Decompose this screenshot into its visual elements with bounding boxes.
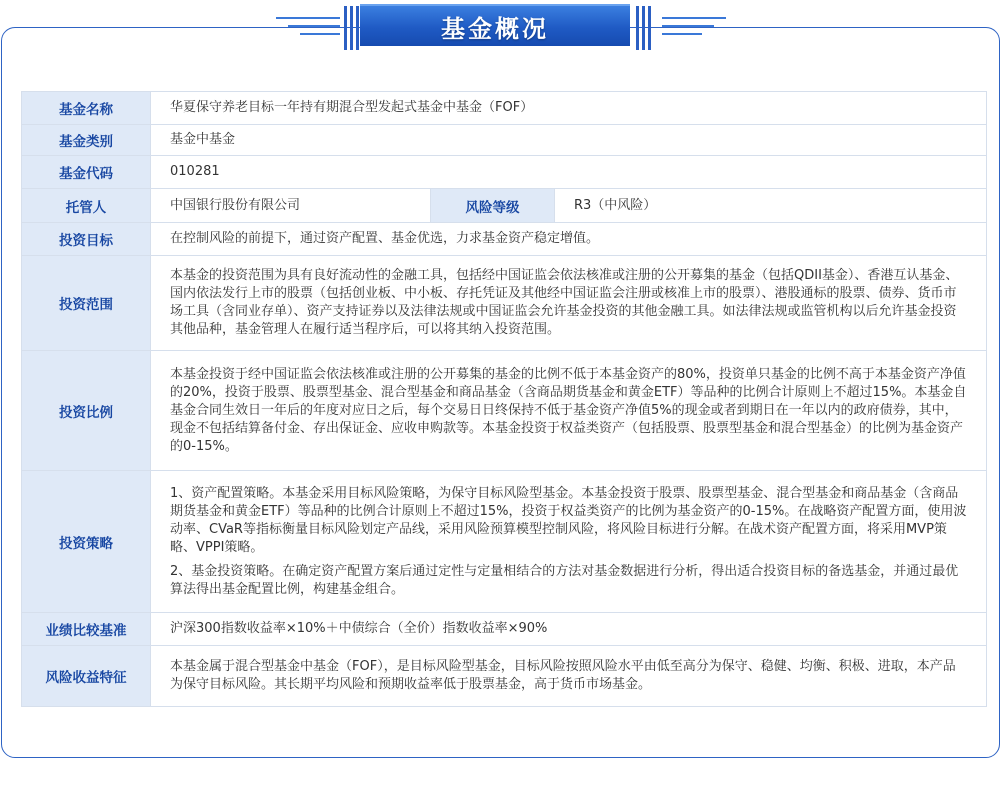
objective-value: 在控制风险的前提下，通过资产配置、基金优选，力求基金资产稳定增值。 xyxy=(151,223,987,256)
row-fund-name xyxy=(22,92,987,125)
section-title: 基金概况 xyxy=(441,14,549,43)
banner-right-lines xyxy=(662,17,726,35)
banner-left-lines xyxy=(276,17,340,35)
custodian-label: 托管人 xyxy=(22,189,151,223)
scope-label: 投资范围 xyxy=(22,256,151,351)
row-scope xyxy=(22,256,987,351)
row-risk-return xyxy=(22,646,987,707)
fund-type-value: 基金中基金 xyxy=(151,125,987,156)
custodian-value: 中国银行股份有限公司 xyxy=(151,189,431,223)
strategy-paragraph-1: 1、资产配置策略。本基金采用目标风险策略，为保守目标风险型基金。本基金投资于股票、股票型基金、混合型基金和商品基金（含商品期货基金和黄金ETF）等品种的比例合计原则上不超过15%，投资于权益类资产的比例为基金资产的0-15%。在战略资产配置方面，使用波动率、CVaR等指标衡量目标风险划定产品线，采用风险预算模型控制风险，将风险目标进行分解。在战术资产配置方面，将采用MVP策略、VPPI策略。 xyxy=(170,485,967,555)
ratio-label: 投资比例 xyxy=(22,351,151,471)
row-ratio xyxy=(22,351,987,471)
objective-label: 投资目标 xyxy=(22,223,151,256)
row-custodian xyxy=(22,189,987,223)
row-objective xyxy=(22,223,987,256)
section-banner xyxy=(276,0,726,52)
row-fund-type xyxy=(22,125,987,156)
section-title-box xyxy=(360,4,630,46)
fund-code-label: 基金代码 xyxy=(22,156,151,189)
fund-name-label: 基金名称 xyxy=(22,92,151,125)
row-strategy xyxy=(22,471,987,613)
benchmark-label: 业绩比较基准 xyxy=(22,613,151,646)
fund-overview-table xyxy=(21,91,987,707)
ratio-value: 本基金投资于经中国证监会依法核准或注册的公开募集的基金的比例不低于本基金资产的80%，投资单只基金的比例不高于本基金资产净值的20%，投资于股票、股票型基金、混合型基金和商品基金（含商品期货基金和黄金ETF）等品种的比例合计原则上不超过15%。本基金自基金合同生效日一年后的年度对应日之后，每个交易日日终保持不低于基金资产净值5%的现金或者到期日在一年以内的政府债券，其中，现金不包括结算备付金、存出保证金、应收申购款等。本基金投资于权益类资产（包括股票、股票型基金和混合型基金）的比例为基金资产的0-15%。 xyxy=(151,351,987,471)
strategy-label: 投资策略 xyxy=(22,471,151,613)
benchmark-value: 沪深300指数收益率×10%＋中债综合（全价）指数收益率×90% xyxy=(151,613,987,646)
risk-return-label: 风险收益特征 xyxy=(22,646,151,707)
risk-level-label: 风险等级 xyxy=(431,189,555,223)
scope-value: 本基金的投资范围为具有良好流动性的金融工具，包括经中国证监会依法核准或注册的公开募集的基金（包括QDII基金）、香港互认基金、国内依法发行上市的股票（包括创业板、中小板、存托凭证及其他经中国证监会注册或核准上市的股票）、港股通标的股票、债券、货币市场工具（含同业存单）、资产支持证券以及法律法规或中国证监会允许基金投资的其他金融工具。如法律法规或监管机构以后允许基金投资其他品种，基金管理人在履行适当程序后，可以将其纳入投资范围。 xyxy=(151,256,987,351)
row-benchmark xyxy=(22,613,987,646)
strategy-paragraph-2: 2、基金投资策略。在确定资产配置方案后通过定性与定量相结合的方法对基金数据进行分析，得出适合投资目标的备选基金，并通过最优算法得出基金配置比例，构建基金组合。 xyxy=(170,563,959,597)
fund-type-label: 基金类别 xyxy=(22,125,151,156)
risk-level-value: R3（中风险） xyxy=(555,189,987,223)
fund-code-value: 010281 xyxy=(151,156,987,189)
row-fund-code xyxy=(22,156,987,189)
fund-name-value: 华夏保守养老目标一年持有期混合型发起式基金中基金（FOF） xyxy=(151,92,987,125)
strategy-value xyxy=(151,471,987,613)
risk-return-value: 本基金属于混合型基金中基金（FOF），是目标风险型基金，目标风险按照风险水平由低至高分为保守、稳健、均衡、积极、进取，本产品为保守目标风险。其长期平均风险和预期收益率低于股票基金，高于货币市场基金。 xyxy=(151,646,987,707)
